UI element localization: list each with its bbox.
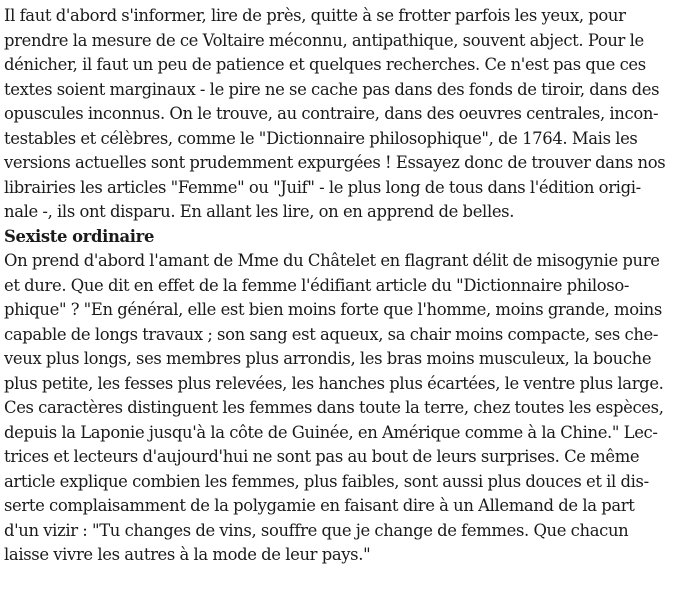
text-line: testables et célèbres, comme le "Dictionnaire philosophique", de 1764. Mais les: [4, 128, 638, 148]
text-line: prendre la mesure de ce Voltaire méconnu, antipathique, souvent abject. Pour le: [4, 30, 644, 50]
text-line: Ces caractères distinguent les femmes dans toute la terre, chez toutes les espèces,: [4, 398, 664, 417]
text-line: article explique combien les femmes, plus faibles, sont aussi plus douces et il dis-: [4, 471, 649, 491]
text-line: opuscules inconnus. On le trouve, au contraire, dans des oeuvres centrales, incon-: [4, 104, 659, 123]
text-line: phique" ? "En général, elle est bien moins forte que l'homme, moins grande, moins: [4, 300, 662, 319]
text-line: serte complaisamment de la polygamie en faisant dire à un Allemand de la part: [4, 496, 635, 515]
text-line: depuis la Laponie jusqu'à la côte de Guinée, en Amérique comme à la Chine." Lec-: [4, 422, 658, 442]
text-line: veux plus longs, ses membres plus arrondis, les bras moins musculeux, la bouche: [4, 349, 652, 368]
section-heading: Sexiste ordinaire: [4, 226, 155, 246]
text-line: et dure. Que dit en effet de la femme l'édifiant article du "Dictionnaire philoso-: [4, 275, 630, 295]
section-paragraph: [4, 249, 672, 568]
text-line: trices et lecteurs d'aujourd'hui ne sont pas au bout de leurs surprises. Ce même: [4, 447, 640, 466]
text-line: librairies les articles "Femme" ou "Juif" - le plus long de tous dans l'édition origi-: [4, 177, 641, 197]
text-line: versions actuelles sont prudemment expurgées ! Essayez donc de trouver dans nos: [4, 153, 666, 172]
article-body: [4, 4, 672, 568]
text-line: plus petite, les fesses plus relevées, les hanches plus écartées, le ventre plus large.: [4, 373, 664, 393]
text-line: Il faut d'abord s'informer, lire de près, quitte à se frotter parfois les yeux, pour: [4, 6, 626, 25]
text-line: d'un vizir : "Tu changes de vins, souffre que je change de femmes. Que chacun: [4, 520, 629, 540]
text-line: textes soient marginaux - le pire ne se cache pas dans des fonds de tiroir, dans des: [4, 79, 660, 99]
intro-paragraph: [4, 4, 672, 225]
text-line: capable de longs travaux ; son sang est aqueux, sa chair moins compacte, ses che-: [4, 324, 659, 344]
text-line: On prend d'abord l'amant de Mme du Châtelet en flagrant délit de misogynie pure: [4, 251, 660, 270]
text-line: nale -, ils ont disparu. En allant les lire, on en apprend de belles.: [4, 202, 515, 221]
text-line: laisse vivre les autres à la mode de leur pays.": [4, 545, 371, 564]
text-line: dénicher, il faut un peu de patience et quelques recherches. Ce n'est pas que ces: [4, 55, 646, 74]
